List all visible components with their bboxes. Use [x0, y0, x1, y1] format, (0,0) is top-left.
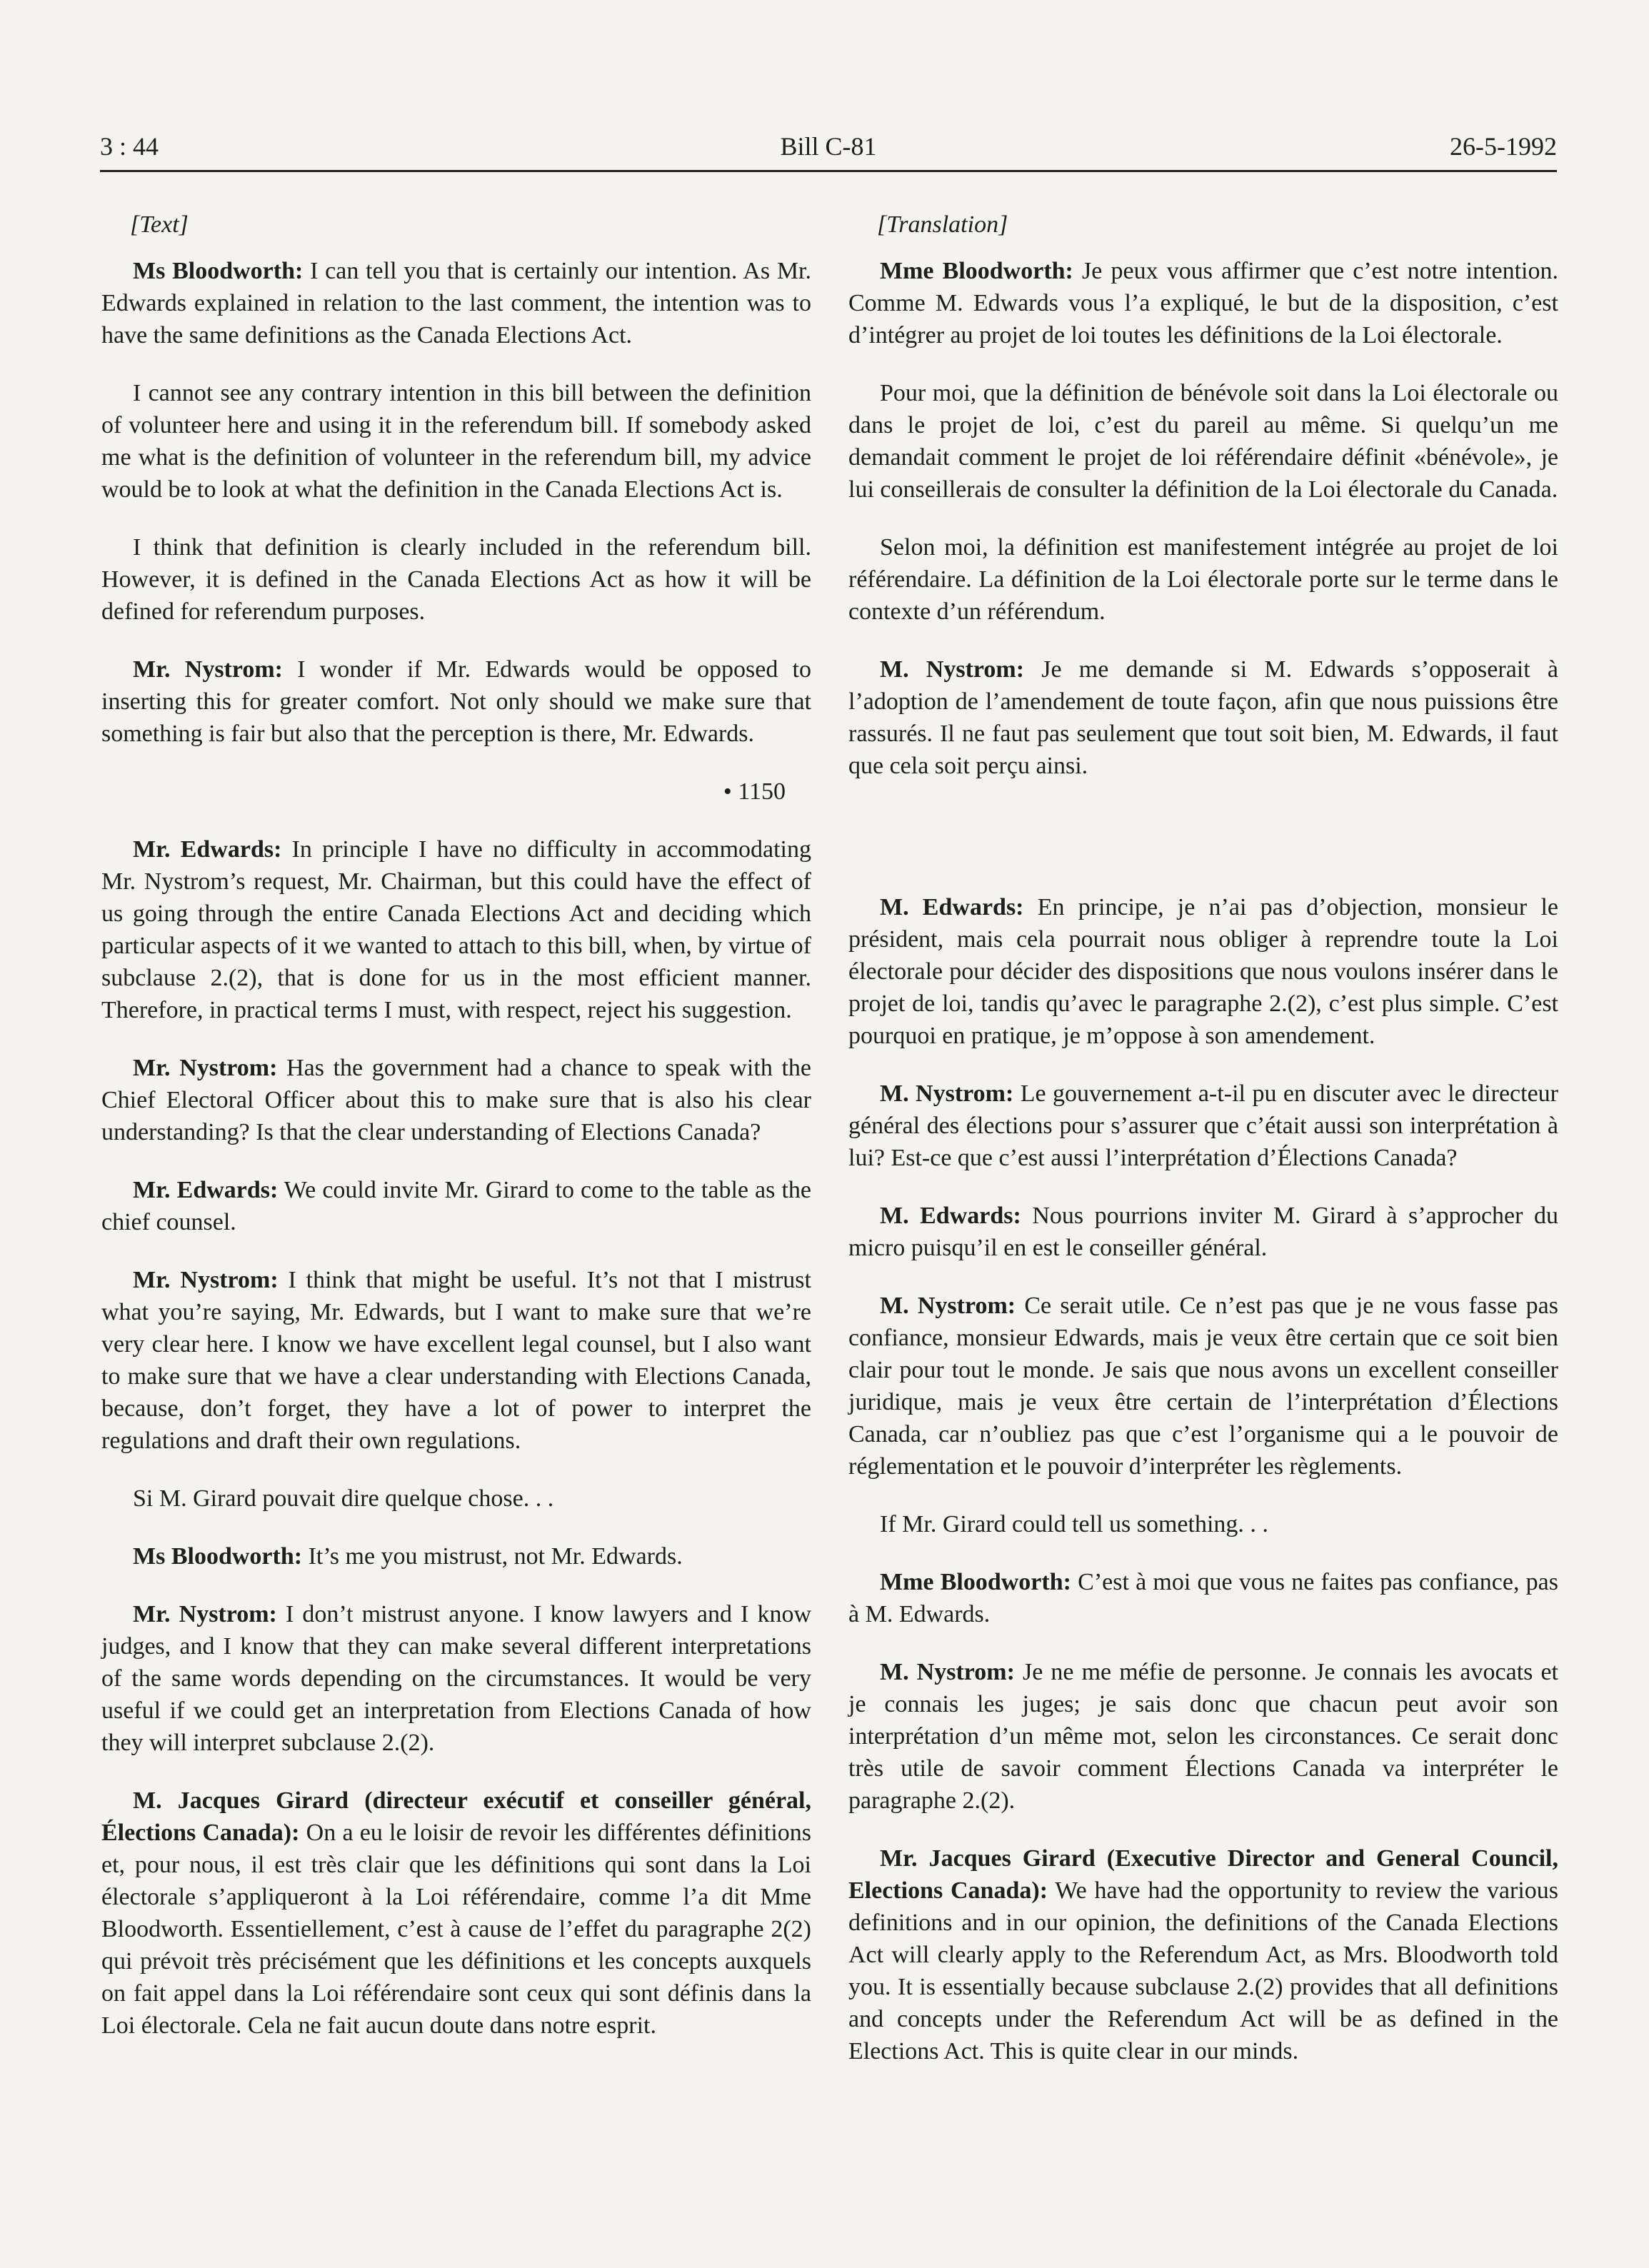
paragraph: [848, 1200, 1558, 1264]
paragraph: [848, 377, 1558, 506]
date: 26-5-1992: [1450, 132, 1557, 161]
paragraph-text: I wonder if Mr. Edwards would be opposed to inserting this for greater comfort. Not only should we make sure that something is fair but also that the perception is there, Mr. Edwards.: [101, 656, 812, 747]
speaker-name: Mr. Nystrom:: [133, 1267, 279, 1293]
paragraph-text: Pour moi, que la définition de bénévole soit dans la Loi électorale ou dans le projet de loi, c’est du pareil au même. Si quelqu’un me demandait comment le projet de loi référendaire définit «bénévole», je lui conseillerais de consulter la définition de la Loi électorale du Canada.: [848, 380, 1558, 503]
spacer: [848, 808, 1558, 891]
paragraph: [101, 255, 811, 351]
paragraph-text: We could invite Mr. Girard to come to the table as the chief counsel.: [101, 1177, 811, 1235]
speaker-name: Mr. Nystrom:: [133, 656, 284, 683]
paragraph: [101, 1264, 811, 1457]
paragraph-text: Le gouvernement a-t-il pu en discuter avec le directeur général des élections pour s’assurer que c’était aussi son interprétation à lui? Est-ce que c’est aussi l’interprétation d’Élections Canada?: [848, 1080, 1558, 1171]
paragraph: [848, 891, 1558, 1052]
paragraph-text: I cannot see any contrary intention in this bill between the definition of volunteer here and using it in the referendum bill. If somebody asked me what is the definition of volunteer in the referendum bill, my advice would be to look at what the definition in the Canada Elections Act is.: [101, 380, 811, 503]
speaker-name: M. Nystrom:: [880, 1080, 1014, 1107]
paragraph: [101, 1482, 811, 1515]
speaker-name: M. Edwards:: [880, 1203, 1021, 1229]
paragraph-text: Ce serait utile. Ce n’est pas que je ne vous fasse pas confiance, monsieur Edwards, mais je veux être certain que ce soit bien clair pour tout le monde. Je sais que nous avons un excellent conseiller juridique, mais je veux être certain de l’interprétation d’Élections Canada, car n’oubliez pas que c’est l’organisme qui a le pouvoir de réglementation et le pouvoir d’interpréter les règlements.: [848, 1293, 1558, 1480]
speaker-name: Ms Bloodworth:: [133, 1543, 303, 1570]
speaker-name: Mme Bloodworth:: [880, 1569, 1071, 1595]
page-header: [100, 126, 1557, 169]
page-number: 3 : 44: [100, 132, 159, 161]
paragraph: [101, 1785, 811, 2042]
paragraph-text: If Mr. Girard could tell us something. . .: [880, 1511, 1268, 1537]
paragraph: [101, 531, 811, 628]
speaker-name: M. Nystrom:: [880, 656, 1025, 683]
paragraph-text: C’est à moi que vous ne faites pas confiance, pas à M. Edwards.: [848, 1569, 1558, 1627]
speaker-name: M. Jacques Girard (directeur exécutif et conseiller général, Élections Canada):: [101, 1787, 811, 1846]
paragraph: [101, 1174, 811, 1238]
translation-column: [848, 209, 1558, 2093]
column-label: [Text]: [130, 211, 189, 238]
speaker-name: Ms Bloodworth:: [133, 258, 304, 284]
paragraph: [848, 1566, 1558, 1630]
column-label: [Translation]: [877, 211, 1008, 238]
speaker-name: Mr. Jacques Girard (Executive Director and General Council, Elections Canada):: [848, 1845, 1558, 1904]
paragraph: [101, 1052, 811, 1148]
paragraph: [101, 653, 811, 750]
paragraph: [848, 531, 1558, 628]
paragraph-text: Nous pourrions inviter M. Girard à s’approcher du micro puisqu’il en est le conseiller général.: [848, 1203, 1558, 1261]
paragraph-text: We have had the opportunity to review the various definitions and in our opinion, the definitions of the Canada Elections Act will clearly apply to the Referendum Act, as Mrs. Bloodworth told you. It is essentially because subclause 2.(2) provides that all definitions and concepts under the Referendum Act will be as defined in the Elections Act. This is quite clear in our minds.: [848, 1877, 1558, 2064]
paragraph: [101, 1540, 811, 1572]
paragraph-text: Je me demande si M. Edwards s’opposerait à l’adoption de l’amendement de toute façon, afin que nous puissions être rassurés. Il ne faut pas seulement que tout soit bien, M. Edwards, il faut que cela soit perçu ainsi.: [848, 656, 1558, 779]
paragraph-text: En principe, je n’ai pas d’objection, monsieur le président, mais cela pourrait nous obliger à reprendre toute la Loi électorale pour décider des dispositions que nous voulons insérer dans le projet de loi, tandis qu’avec le paragraphe 2.(2), c’est plus simple. C’est pourquoi en pratique, je m’oppose à son amendement.: [848, 894, 1558, 1049]
paragraph-text: I don’t mistrust anyone. I know lawyers and I know judges, and I know that they can make several different interpretations of the same words depending on the circumstances. It would be very useful if we could get an interpretation from Elections Canada of how they will interpret subclause 2.(2).: [101, 1601, 811, 1756]
paragraph-text: I think that definition is clearly included in the referendum bill. However, it is defined in the Canada Elections Act as how it will be defined for referendum purposes.: [101, 534, 811, 625]
header-rule: [100, 170, 1557, 172]
text-column: [101, 209, 811, 2067]
bill-title: Bill C-81: [780, 132, 877, 161]
speaker-name: M. Edwards:: [880, 894, 1024, 920]
speaker-name: Mr. Edwards:: [133, 836, 282, 863]
speaker-name: M. Nystrom:: [880, 1659, 1015, 1685]
paragraph: [101, 377, 811, 506]
paragraph: [848, 1842, 1558, 2067]
paragraph-text: In principle I have no difficulty in accommodating Mr. Nystrom’s request, Mr. Chairman, but this could have the effect of us going through the entire Canada Elections Act and deciding which particular aspects of it we wanted to attach to this bill, when, by virtue of subclause 2.(2), that is done for us in the most efficient manner. Therefore, in practical terms I must, with respect, reject his suggestion.: [101, 836, 811, 1023]
paragraph-text: I think that might be useful. It’s not that I mistrust what you’re saying, Mr. Edwards, but I want to make sure that we’re very clear here. I know we have excellent legal counsel, but I also want to make sure that we have a clear understanding with Elections Canada, because, don’t forget, they have a lot of power to interpret the regulations and draft their own regulations.: [101, 1267, 811, 1454]
paragraph: [101, 1598, 811, 1759]
paragraph-text: Je ne me méfie de personne. Je connais les avocats et je connais les juges; je sais donc que chacun peut avoir son interprétation d’un même mot, selon les circonstances. Ce serait donc très utile de savoir comment Élections Canada va interpréter le paragraphe 2.(2).: [848, 1659, 1558, 1814]
paragraph: [848, 255, 1558, 351]
paragraph-text: On a eu le loisir de revoir les différentes définitions et, pour nous, il est très clair que les définitions qui sont dans la Loi électorale s’appliqueront à la Loi référendaire, comme l’a dit Mme Bloodworth. Essentiellement, c’est à cause de l’effet du paragraphe 2(2) qui prévoit très précisément que les définitions et les concepts auxquels on fait appel dans la Loi référendaire sont ceux qui sont définis dans la Loi électorale. Cela ne fait aucun doute dans notre esprit.: [101, 1820, 811, 2039]
paragraph-text: Has the government had a chance to speak with the Chief Electoral Officer about this to make sure that is also his clear understanding? Is that the clear understanding of Elections Canada?: [101, 1055, 811, 1145]
speaker-name: Mr. Nystrom:: [133, 1055, 278, 1081]
paragraph-text: I can tell you that is certainly our intention. As Mr. Edwards explained in relation to the last comment, the intention was to have the same definitions as the Canada Elections Act.: [101, 258, 811, 348]
paragraph: [101, 833, 811, 1026]
paragraph: [848, 1656, 1558, 1817]
speaker-name: Mme Bloodworth:: [880, 258, 1073, 284]
time-marker: • 1150: [723, 778, 786, 805]
paragraph: [848, 1290, 1558, 1482]
speaker-name: Mr. Nystrom:: [133, 1601, 277, 1627]
paragraph: [848, 1078, 1558, 1174]
speaker-name: Mr. Edwards:: [133, 1177, 279, 1203]
paragraph: [848, 653, 1558, 782]
paragraph: [848, 1508, 1558, 1540]
paragraph-text: Si M. Girard pouvait dire quelque chose. . .: [133, 1485, 554, 1512]
paragraph-text: Je peux vous affirmer que c’est notre intention. Comme M. Edwards vous l’a expliqué, le but de la disposition, c’est d’intégrer au projet de loi toutes les définitions de la Loi électorale.: [848, 258, 1558, 348]
paragraph-text: It’s me you mistrust, not Mr. Edwards.: [302, 1543, 683, 1570]
speaker-name: M. Nystrom:: [880, 1293, 1016, 1319]
paragraph-text: Selon moi, la définition est manifestement intégrée au projet de loi référendaire. La définition de la Loi électorale porte sur le terme dans le contexte d’un référendum.: [848, 534, 1558, 625]
